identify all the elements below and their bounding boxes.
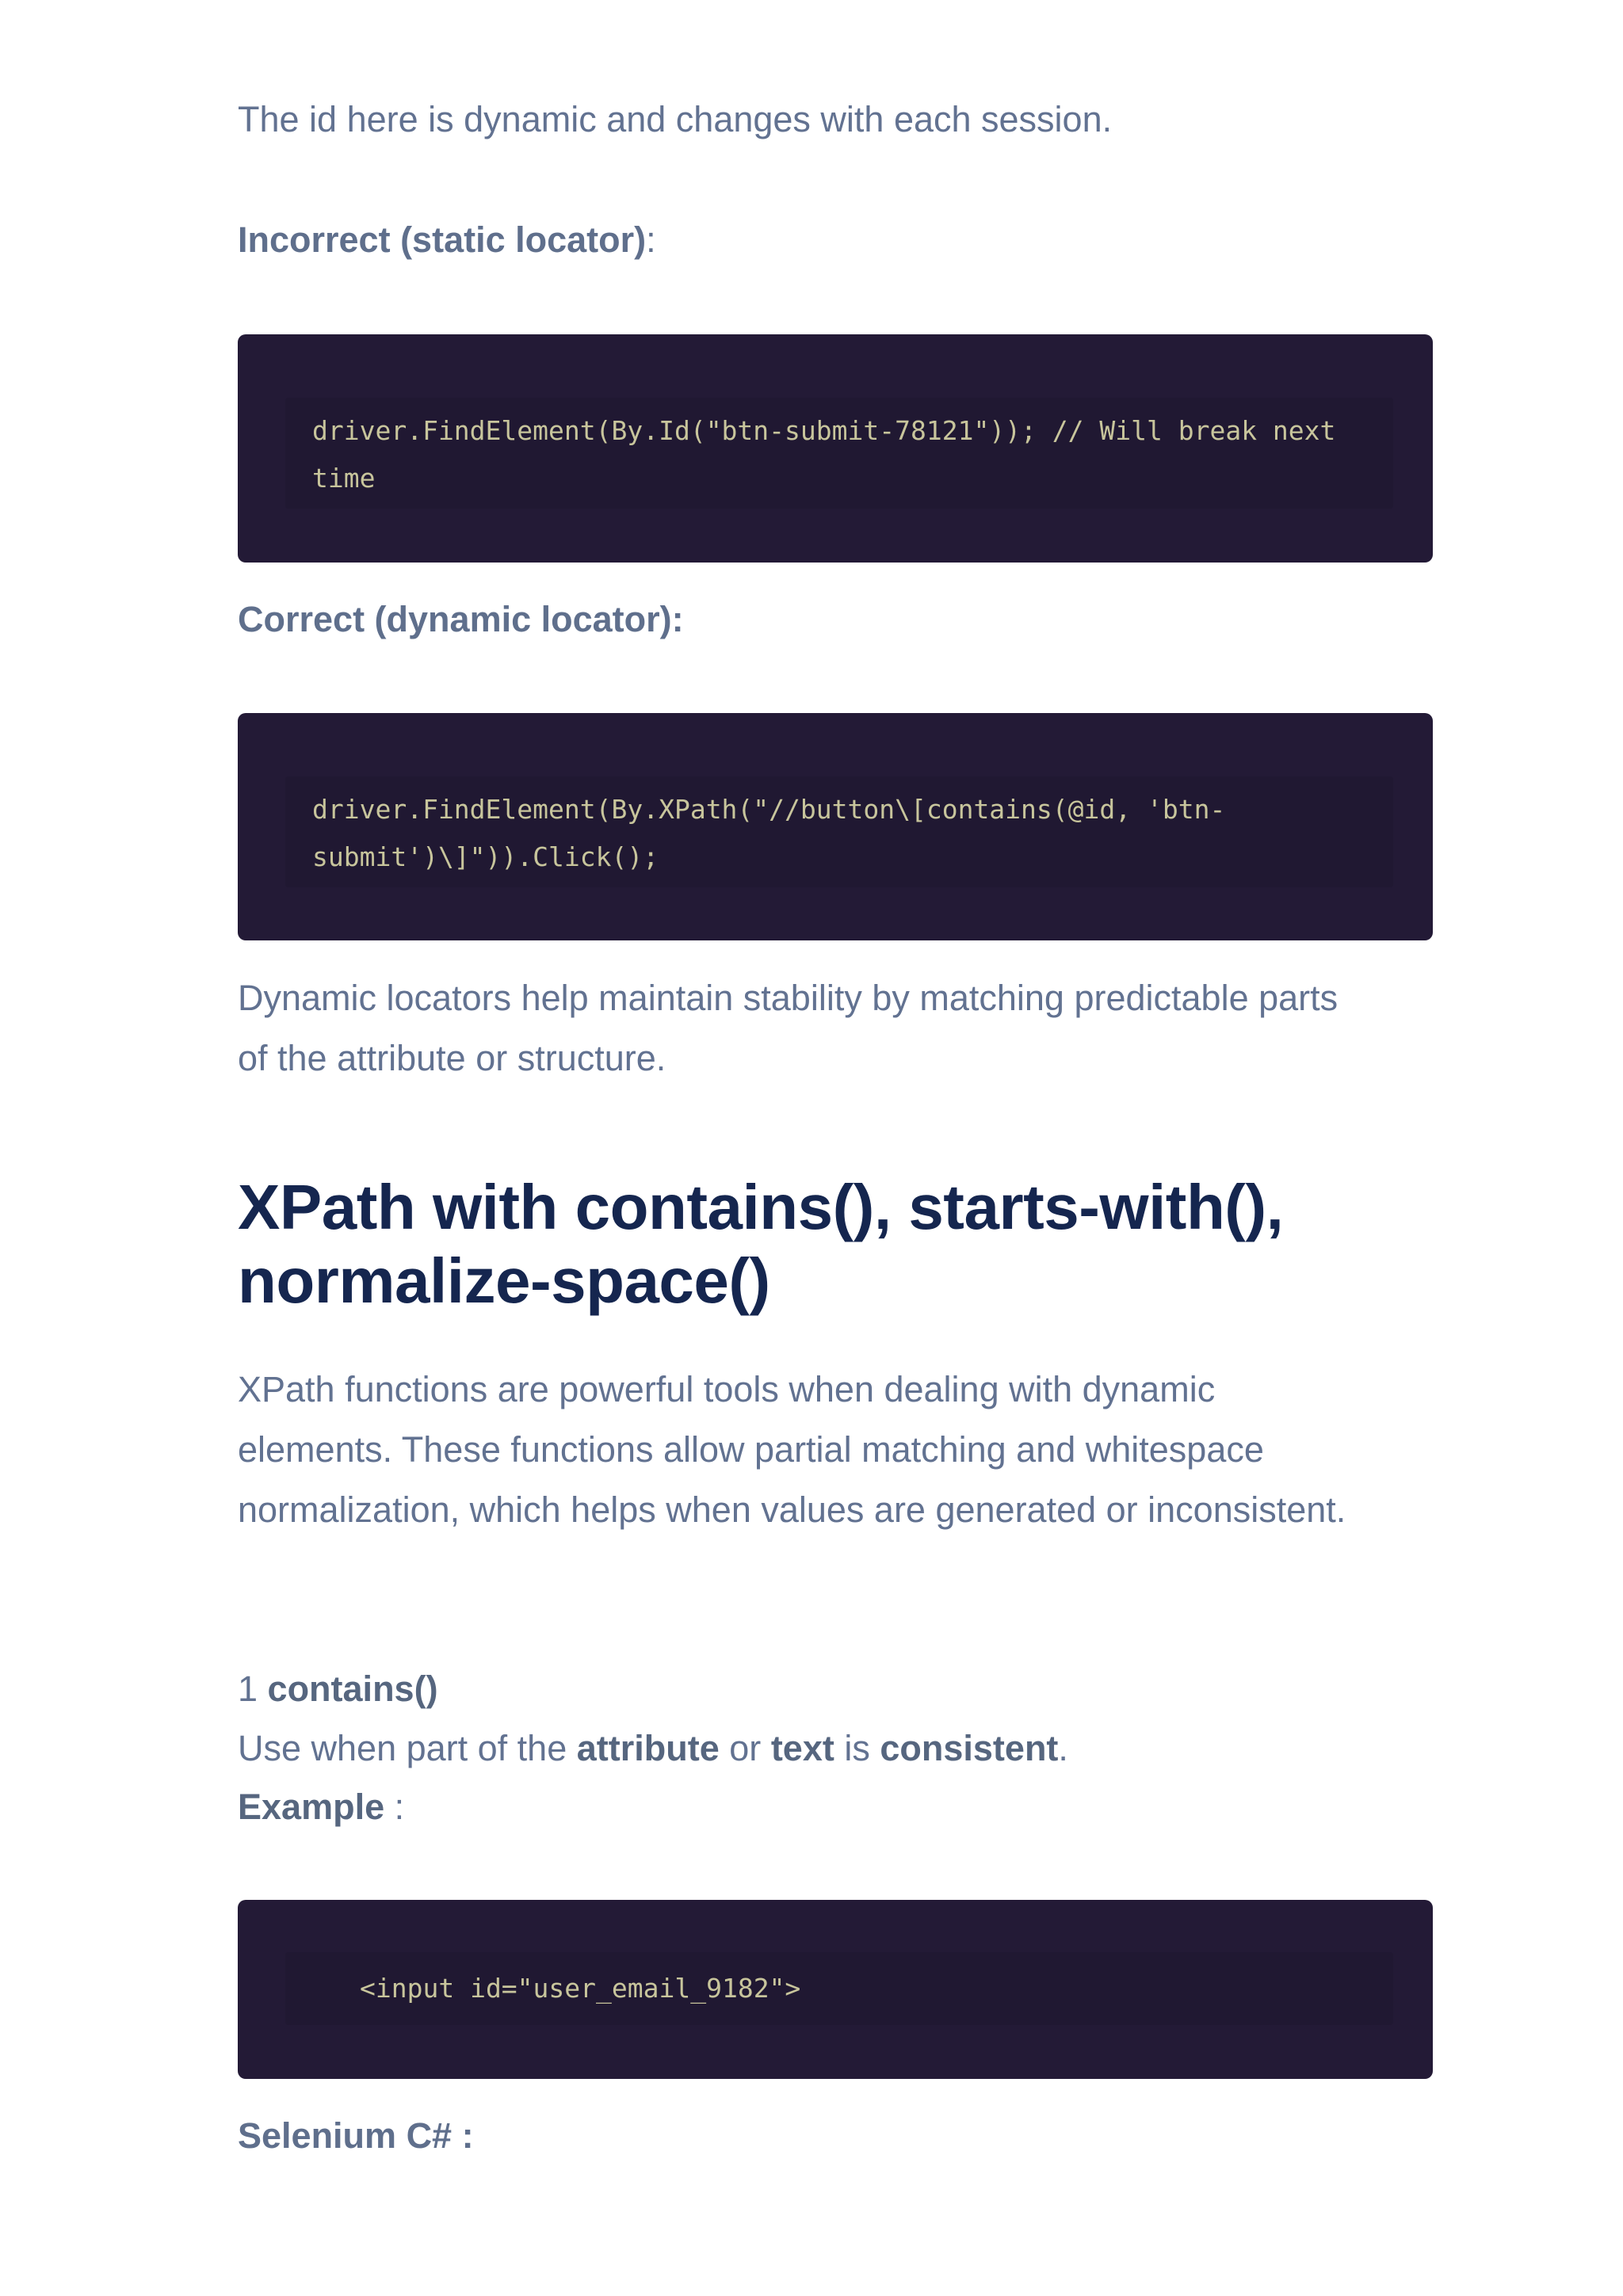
summary-paragraph: Dynamic locators help maintain stability by matching predictable parts of the attribute or structure. (238, 978, 1338, 1078)
intro-paragraph: The id here is dynamic and changes with each session. (238, 99, 1113, 139)
usage-or: or (729, 1728, 762, 1768)
incorrect-label-suffix: : (646, 219, 656, 260)
section-description: XPath functions are powerful tools when dealing with dynamic elements. These functions allow partial matching and whitespace normalization, which helps when values are generated or inconsistent. (238, 1369, 1346, 1530)
section-heading: XPath with contains(), starts-with(), normalize-space() (238, 1172, 1284, 1316)
incorrect-code-inner (285, 398, 1393, 509)
selenium-label: Selenium C# : (238, 2115, 474, 2156)
incorrect-label-text: Incorrect (static locator) (238, 219, 647, 260)
contains-item-number: 1 (238, 1669, 258, 1709)
correct-code-block (238, 713, 1433, 940)
example-suffix: : (384, 1787, 405, 1827)
contains-item-title (238, 1659, 1433, 1719)
example-code-text: <input id="user_email_9182"> (360, 1973, 801, 2004)
example-code-inner (285, 1952, 1393, 2025)
example-code-block (238, 1900, 1433, 2079)
contains-usage-line (238, 1718, 1433, 1779)
usage-prefix: Use when part of the (238, 1728, 567, 1768)
correct-code-text: driver.FindElement(By.XPath("//button\[contains(@id, 'btn-submit')\]")).Click(); (312, 794, 1226, 872)
incorrect-code-block (238, 334, 1433, 563)
usage-is: is (844, 1728, 870, 1768)
usage-end: . (1058, 1728, 1068, 1768)
incorrect-code-text: driver.FindElement(By.Id("btn-submit-78121")); // Will break next time (312, 415, 1352, 494)
usage-consistent: consistent (880, 1728, 1059, 1768)
incorrect-label (238, 216, 1433, 264)
usage-attribute: attribute (576, 1728, 720, 1768)
example-label: Example (238, 1787, 385, 1827)
correct-label: Correct (dynamic locator): (238, 599, 684, 639)
example-line (238, 1777, 1433, 1837)
usage-text: text (770, 1728, 834, 1768)
correct-code-inner (285, 776, 1393, 887)
contains-item-name: contains() (267, 1669, 438, 1709)
